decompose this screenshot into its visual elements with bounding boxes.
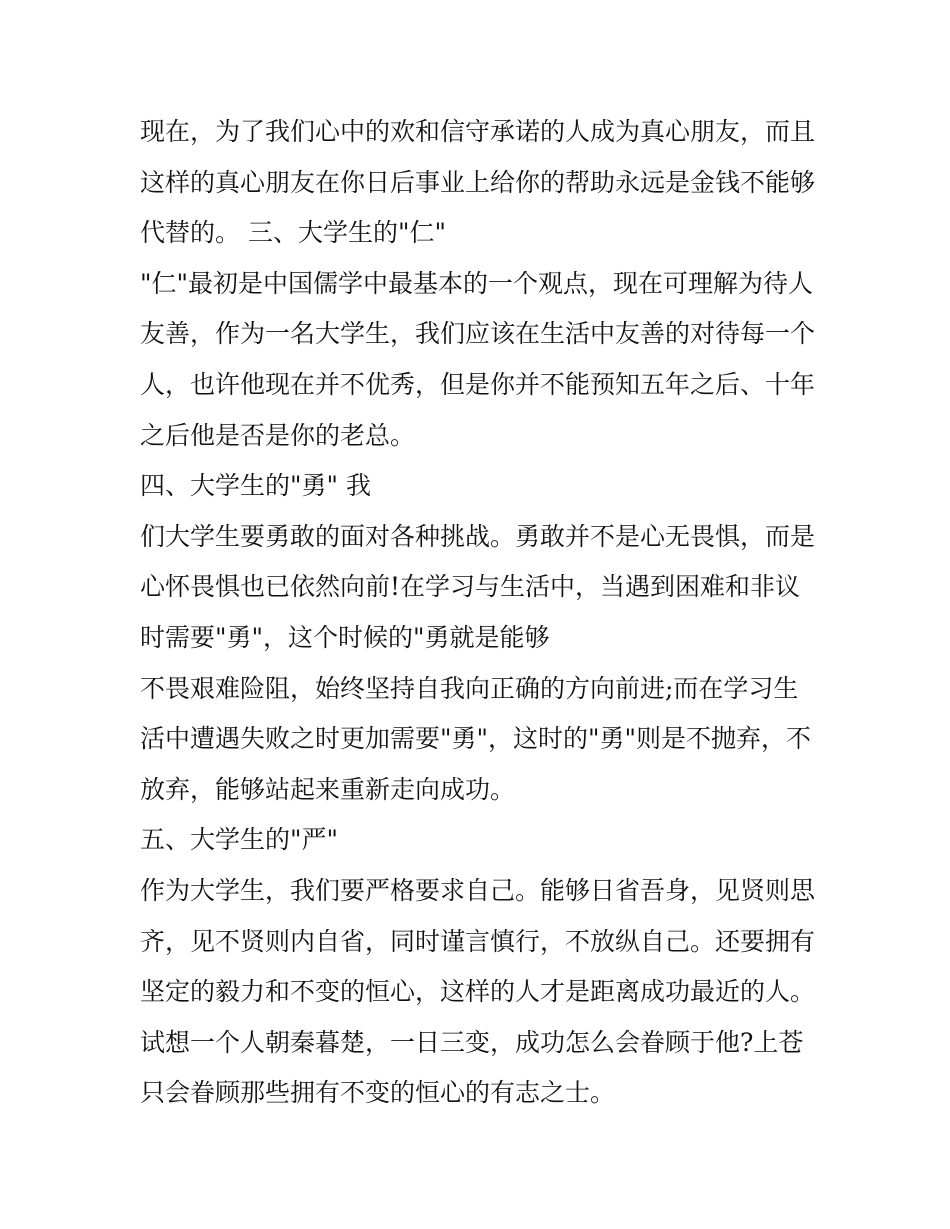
- text-line: 之后他是否是你的老总。: [140, 420, 416, 450]
- text-line: 们大学生要勇敢的面对各种挑战。勇敢并不是心无畏惧，而是: [140, 521, 816, 551]
- section-heading: 五、大学生的"严": [140, 825, 338, 855]
- text-line: 时需要"勇"，这个时候的"勇就是能够: [140, 622, 550, 652]
- text-line: 友善，作为一名大学生，我们应该在生活中友善的对待每一个: [140, 319, 816, 349]
- text-line: 只会眷顾那些拥有不变的恒心的有志之士。: [140, 1078, 616, 1108]
- text-line: 人，也许他现在并不优秀，但是你并不能预知五年之后、十年: [140, 369, 816, 399]
- text-line: 试想一个人朝秦暮楚，一日三变，成功怎么会眷顾于他?上苍: [140, 1027, 804, 1057]
- text-line: 代替的。 三、大学生的"仁": [140, 218, 446, 248]
- text-line: 现在，为了我们心中的欢和信守承诺的人成为真心朋友，而且: [140, 117, 816, 146]
- text-line: 活中遭遇失败之时更加需要"勇"，这时的"勇"则是不抛弃，不: [140, 724, 811, 754]
- text-line: 放弃，能够站起来重新走向成功。: [140, 774, 516, 804]
- text-line: 这样的真心朋友在你日后事业上给你的帮助永远是金钱不能够: [140, 167, 816, 197]
- text-line: "仁"最初是中国儒学中最基本的一个观点，现在可理解为待人: [140, 268, 814, 298]
- text-line: 齐，见不贤则内自省，同时谨言慎行，不放纵自己。还要拥有: [140, 926, 816, 956]
- text-line: 不畏艰难险阻，始终坚持自我向正确的方向前进;而在学习生: [140, 673, 799, 703]
- text-line: 心怀畏惧也已依然向前!在学习与生活中，当遇到困难和非议: [140, 572, 801, 602]
- body-text: [140, 107, 820, 1119]
- text-line: 坚定的毅力和不变的恒心，这样的人才是距离成功最近的人。: [140, 977, 816, 1007]
- section-heading: 四、大学生的"勇" 我: [140, 471, 371, 501]
- text-line: 作为大学生，我们要严格要求自己。能够日省吾身，见贤则思: [140, 875, 816, 905]
